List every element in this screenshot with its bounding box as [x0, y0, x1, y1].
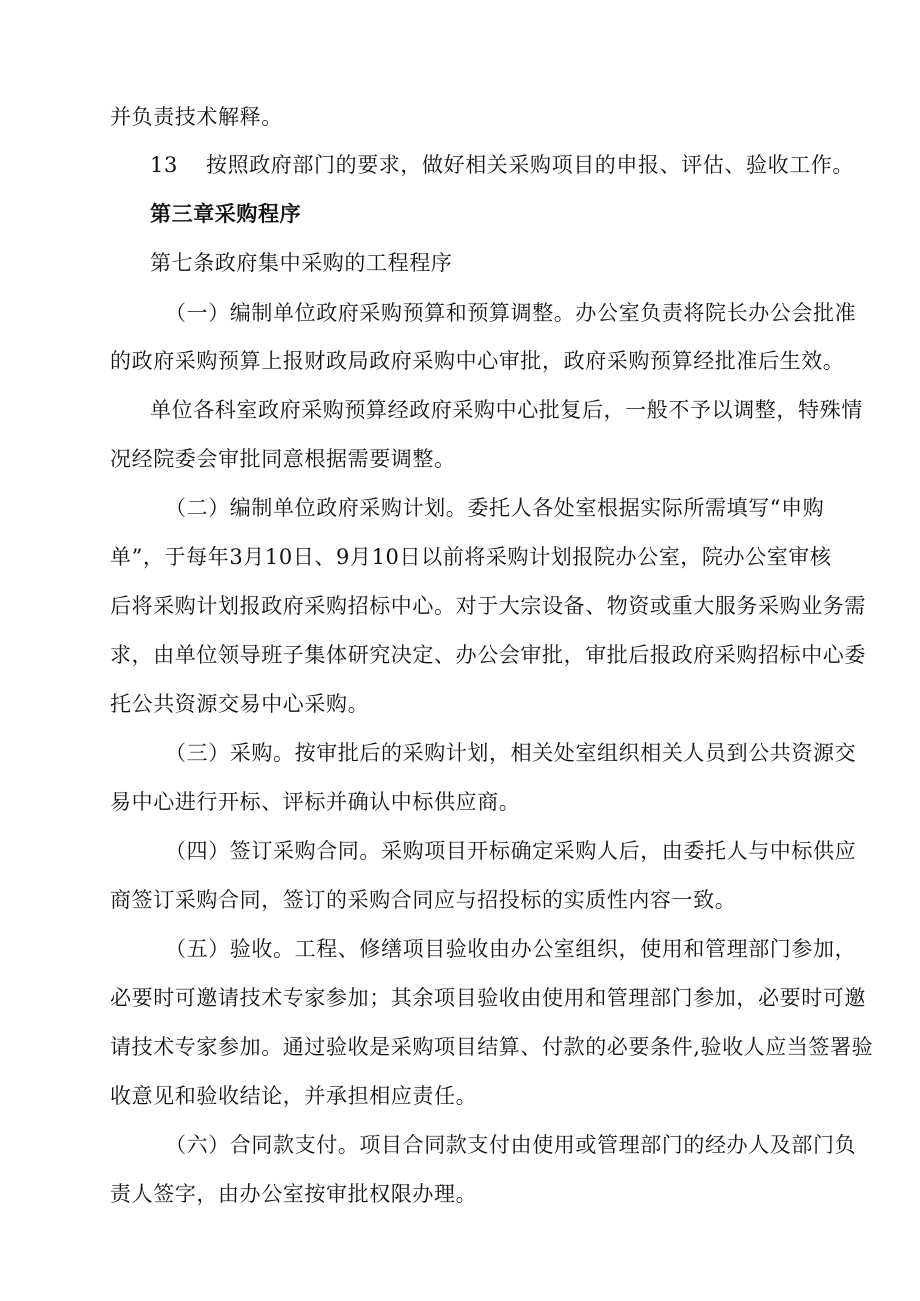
paragraph-line: 托公共资源交易中心采购。	[110, 692, 370, 716]
paragraph-line: 求，由单位领导班子集体研究决定、办公会审批，审批后报政府采购招标中心委	[110, 643, 866, 667]
paragraph-line: 请技术专家参加。通过验收是采购项目结算、付款的必要条件,验收人应当签署验	[110, 1035, 874, 1059]
paragraph-line: 收意见和验收结论，并承担相应责任。	[110, 1084, 478, 1108]
paragraph-line: （五）验收。工程、修缮项目验收由办公室组织，使用和管理部门参加，	[165, 937, 857, 961]
paragraph-line: 况经院委会审批同意根据需要调整。	[110, 447, 456, 471]
chapter-heading: 第三章采购程序	[150, 202, 302, 226]
item-number: 13	[150, 153, 178, 177]
article-heading: 第七条政府集中采购的工程程序	[150, 251, 453, 275]
paragraph-line: 商签订采购合同，签订的采购合同应与招投标的实质性内容一致。	[110, 888, 737, 912]
paragraph-line: 并负责技术解释。	[110, 105, 283, 129]
paragraph-line: 易中心进行开标、评标并确认中标供应商。	[110, 790, 521, 814]
paragraph-line: 的政府采购预算上报财政局政府采购中心审批，政府采购预算经批准后生效。	[110, 349, 845, 373]
paragraph-line: 后将采购计划报政府采购招标中心。对于大宗设备、物资或重大服务采购业务需	[110, 594, 866, 618]
paragraph-line: 单位各科室政府采购预算经政府采购中心批复后，一般不予以调整，特殊情	[150, 398, 863, 422]
paragraph-line: （二）编制单位政府采购计划。委托人各处室根据实际所需填写“申购	[165, 496, 825, 520]
numbered-item-13	[150, 153, 854, 177]
item-text: 按照政府部门的要求，做好相关采购项目的申报、评估、验收工作。	[206, 153, 854, 177]
paragraph-line: （六）合同款支付。项目合同款支付由使用或管理部门的经办人及部门负	[165, 1133, 857, 1157]
paragraph-line: （三）采购。按审批后的采购计划，相关处室组织相关人员到公共资源交	[165, 741, 857, 765]
paragraph-line: （四）签订采购合同。采购项目开标确定采购人后，由委托人与中标供应	[165, 839, 857, 863]
paragraph-line: 单”，于每年3月10日、9月10日以前将采购计划报院办公室，院办公室审核	[110, 545, 832, 569]
paragraph-line: （一）编制单位政府采购预算和预算调整。办公室负责将院长办公会批准	[165, 301, 857, 325]
paragraph-line: 责人签字，由办公室按审批权限办理。	[110, 1182, 478, 1206]
paragraph-line: 必要时可邀请技术专家参加；其余项目验收由使用和管理部门参加，必要时可邀	[110, 986, 866, 1010]
